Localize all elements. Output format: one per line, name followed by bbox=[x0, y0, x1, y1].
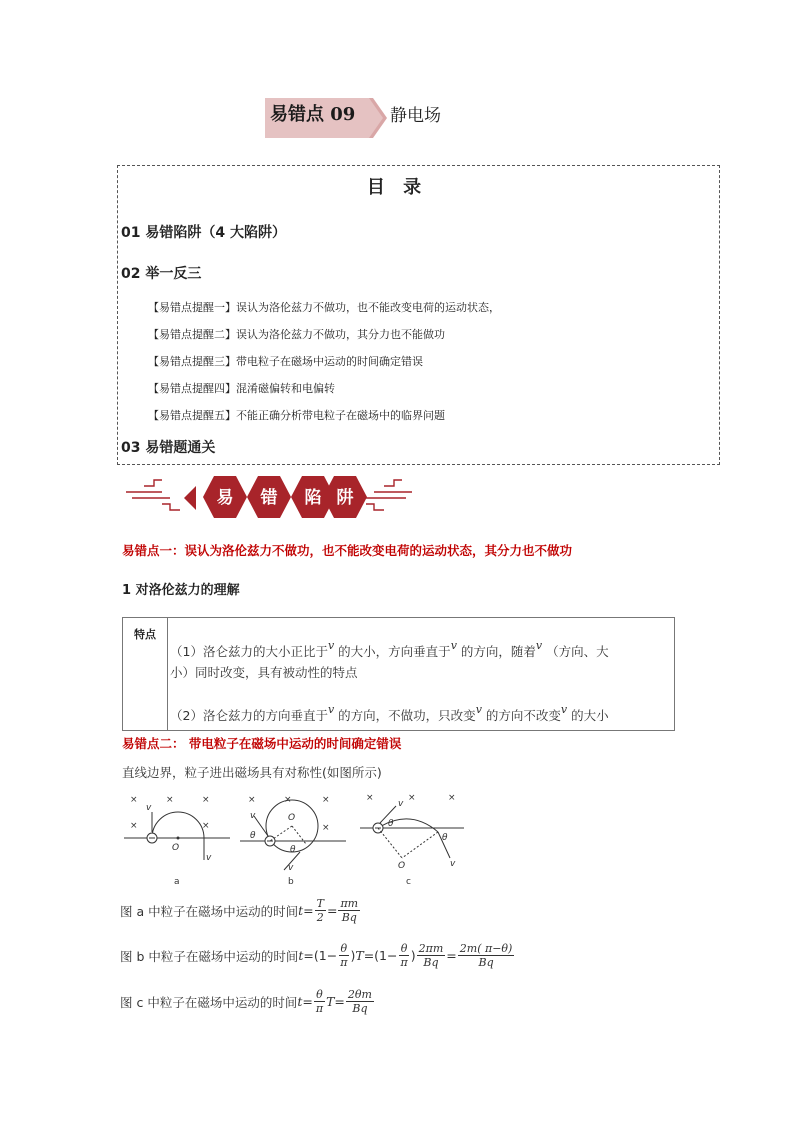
svg-text:v: v bbox=[250, 811, 256, 821]
table-row1-line2: 小）同时改变，具有被动性的特点 bbox=[170, 665, 358, 680]
svg-text:v: v bbox=[206, 853, 212, 863]
toc-heading: 目 录 bbox=[366, 177, 428, 198]
svg-text:θ: θ bbox=[442, 833, 448, 843]
ribbon-char-1: 易 bbox=[216, 488, 234, 508]
svg-text:θ: θ bbox=[250, 831, 256, 841]
figure-a-label: a bbox=[174, 877, 180, 887]
header-tag: 易错点 09 bbox=[270, 104, 356, 125]
toc-item-1[interactable]: 【易错点提醒一】误认为洛伦兹力不做功，也不能改变电荷的运动状态， bbox=[148, 301, 500, 314]
formula-a: 图 a 中粒子在磁场中运动的时间 t = $\frac{T}{2}$ = $\frac{\pi m}{Bq}$ bbox=[120, 897, 359, 924]
ribbon-char-2: 错 bbox=[260, 488, 278, 508]
toc-section-2[interactable]: 02 举一反三 bbox=[121, 266, 202, 282]
svg-text:O: O bbox=[398, 861, 406, 871]
formula-b: 图 b 中粒子在磁场中运动的时间 t = (1− $\frac{\theta}{\pi}$ ) T = (1− $\frac{\theta}{\pi}$ ) $\frac{2\pi m}{Bq}$ = $\frac{2m( \pi-\theta)}{Bq}$ bbox=[120, 942, 513, 969]
svg-text:×: × bbox=[366, 793, 374, 803]
formula-c: 图 c 中粒子在磁场中运动的时间 t = $\frac{\theta}{\pi}$ T = $\frac{2\theta m}{Bq}$ bbox=[120, 988, 372, 1015]
figure-b bbox=[240, 795, 346, 887]
svg-text:×: × bbox=[202, 821, 210, 831]
figure-c-label: c bbox=[406, 877, 411, 887]
ribbon-char-4: 阱 bbox=[336, 488, 354, 508]
svg-text:v: v bbox=[288, 863, 294, 873]
svg-text:×: × bbox=[130, 795, 138, 805]
figure-a bbox=[124, 795, 230, 887]
section-ribbon bbox=[122, 470, 422, 525]
table-row2: （2）洛仑兹力的方向垂直于v 的方向，不做功，只改变v 的方向不改变v 的大小 bbox=[170, 703, 609, 723]
svg-text:×: × bbox=[284, 795, 292, 805]
point2-intro: 直线边界，粒子进出磁场具有对称性(如图所示) bbox=[122, 765, 382, 780]
ribbon-char-3: 陷 bbox=[304, 488, 322, 508]
svg-text:×: × bbox=[322, 795, 330, 805]
svg-text:×: × bbox=[202, 795, 210, 805]
svg-text:×: × bbox=[130, 821, 138, 831]
toc-item-4[interactable]: 【易错点提醒四】混淆磁偏转和电偏转 bbox=[148, 382, 335, 395]
svg-text:O: O bbox=[172, 843, 180, 853]
svg-text:O: O bbox=[288, 813, 296, 823]
svg-text:v: v bbox=[450, 859, 456, 869]
table-divider bbox=[167, 617, 168, 731]
svg-text:θ: θ bbox=[388, 819, 394, 829]
svg-text:v: v bbox=[398, 799, 404, 809]
point2-title: 易错点二： 带电粒子在磁场中运动的时间确定错误 bbox=[122, 736, 402, 751]
page-title: 静电场 bbox=[390, 106, 441, 126]
table-key: 特点 bbox=[134, 628, 156, 641]
svg-text:×: × bbox=[448, 793, 456, 803]
toc-item-5[interactable]: 【易错点提醒五】不能正确分析带电粒子在磁场中的临界问题 bbox=[148, 409, 445, 422]
toc-section-1[interactable]: 01 易错陷阱（4 大陷阱） bbox=[121, 225, 286, 241]
point1-subtitle: 1 对洛伦兹力的理解 bbox=[122, 583, 240, 598]
figure-b-label: b bbox=[288, 877, 294, 887]
svg-text:×: × bbox=[408, 793, 416, 803]
table-row1-line1: （1）洛仑兹力的大小正比于v 的大小，方向垂直于v 的方向，随着v （方向、大 bbox=[170, 639, 609, 659]
svg-text:×: × bbox=[248, 795, 256, 805]
toc-item-2[interactable]: 【易错点提醒二】误认为洛伦兹力不做功，其分力也不能做功 bbox=[148, 328, 445, 341]
toc-item-3[interactable]: 【易错点提醒三】带电粒子在磁场中运动的时间确定错误 bbox=[148, 355, 423, 368]
svg-text:×: × bbox=[322, 823, 330, 833]
svg-text:θ: θ bbox=[290, 845, 296, 855]
point1-title: 易错点一：误认为洛伦兹力不做功，也不能改变电荷的运动状态，其分力也不做功 bbox=[122, 543, 573, 558]
svg-text:v: v bbox=[146, 803, 152, 813]
toc-section-3[interactable]: 03 易错题通关 bbox=[121, 440, 216, 456]
figure-c bbox=[360, 793, 464, 887]
boundary-figures bbox=[122, 788, 468, 888]
svg-text:×: × bbox=[166, 795, 174, 805]
